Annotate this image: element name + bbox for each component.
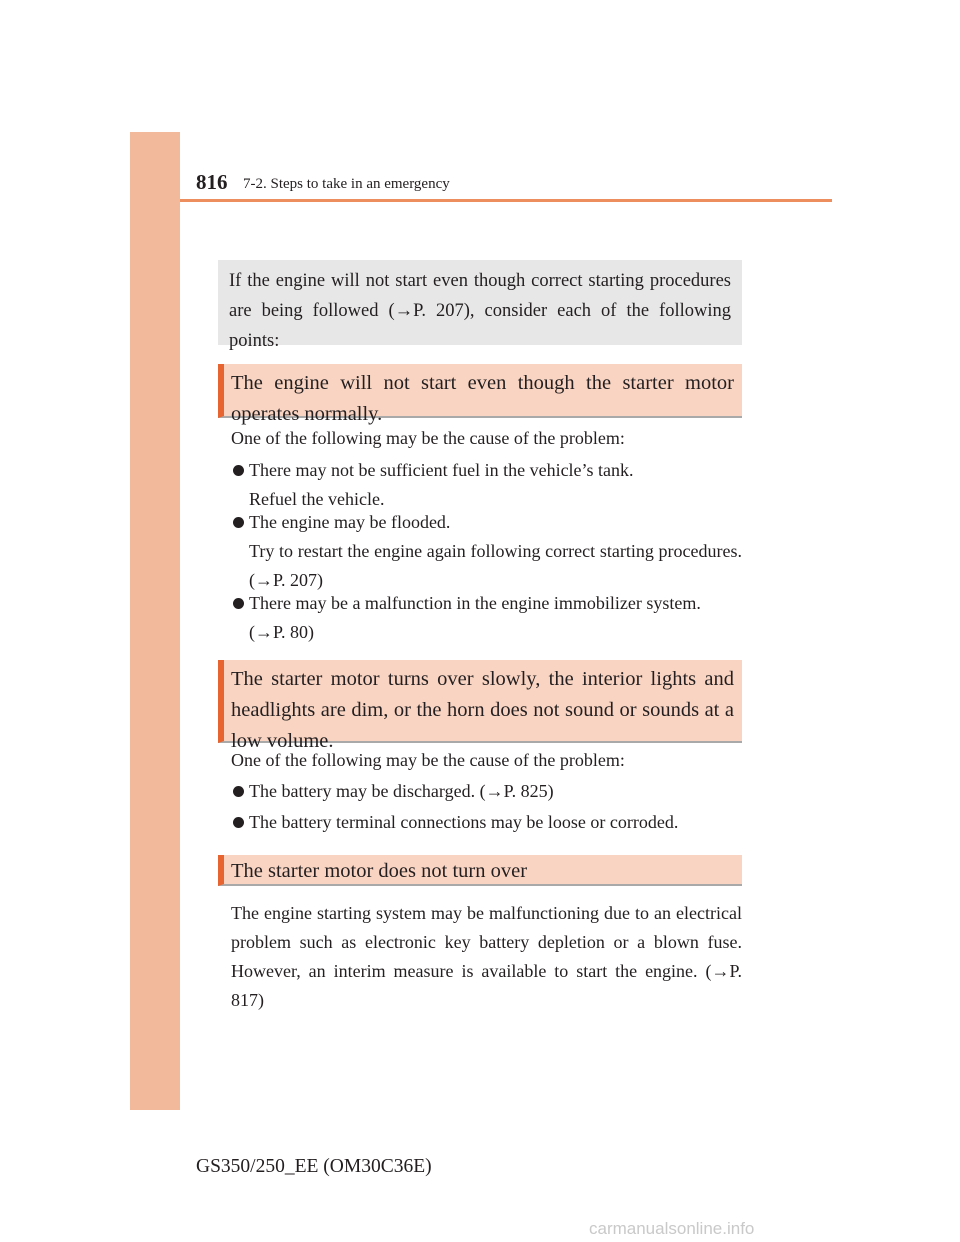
list-item [231,589,742,647]
section-1-lead: One of the following may be the cause of the problem: [231,428,625,448]
list-item [231,508,742,595]
list-item [231,777,742,806]
bullet-text: The battery may be discharged. (→P. 825) [249,781,554,801]
list-item [231,456,742,514]
section-title: 7-2. Steps to take in an emergency [243,176,450,192]
bullet-text: The engine may be flooded. [249,512,451,532]
side-tab-strip [130,132,180,1110]
footer-model-code: GS350/250_EE (OM30C36E) [196,1156,432,1177]
list-item [231,808,742,837]
bullet-subtext: Refuel the vehicle. [249,489,385,509]
bullet-icon [233,817,244,828]
bullet-text: The battery terminal connections may be loose or corroded. [249,812,679,832]
bullet-text: There may not be sufficient fuel in the vehicle’s tank. [249,460,634,480]
watermark: carmanualsonline.info [589,1219,755,1238]
bullet-text: There may be a malfunction in the engine immobilizer system. [249,593,701,613]
bullet-icon [233,465,244,476]
bullet-subtext: (→P. 80) [249,622,315,642]
bullet-icon [233,598,244,609]
intro-box: If the engine will not start even though correct starting procedures are being followed (→P. 207), consider each of the following points: [218,260,742,345]
section-heading-1: The engine will not start even though the starter motor operates normally. [218,364,742,418]
section-3-body: The engine starting system may be malfunctioning due to an electrical problem such as electronic key battery depletion or a blown fuse. However, an interim measure is available to start the engine. (→P. 817) [231,903,742,1010]
header-rule [180,199,832,202]
bullet-icon [233,786,244,797]
bullet-subtext: Try to restart the engine again following correct starting procedures. (→P. 207) [249,541,742,590]
bullet-icon [233,517,244,528]
section-2-lead: One of the following may be the cause of the problem: [231,750,625,770]
page-number: 816 [196,170,228,194]
section-heading-2: The starter motor turns over slowly, the interior lights and headlights are dim, or the horn does not sound or sounds at a low volume. [218,660,742,743]
section-heading-3: The starter motor does not turn over [218,855,742,886]
